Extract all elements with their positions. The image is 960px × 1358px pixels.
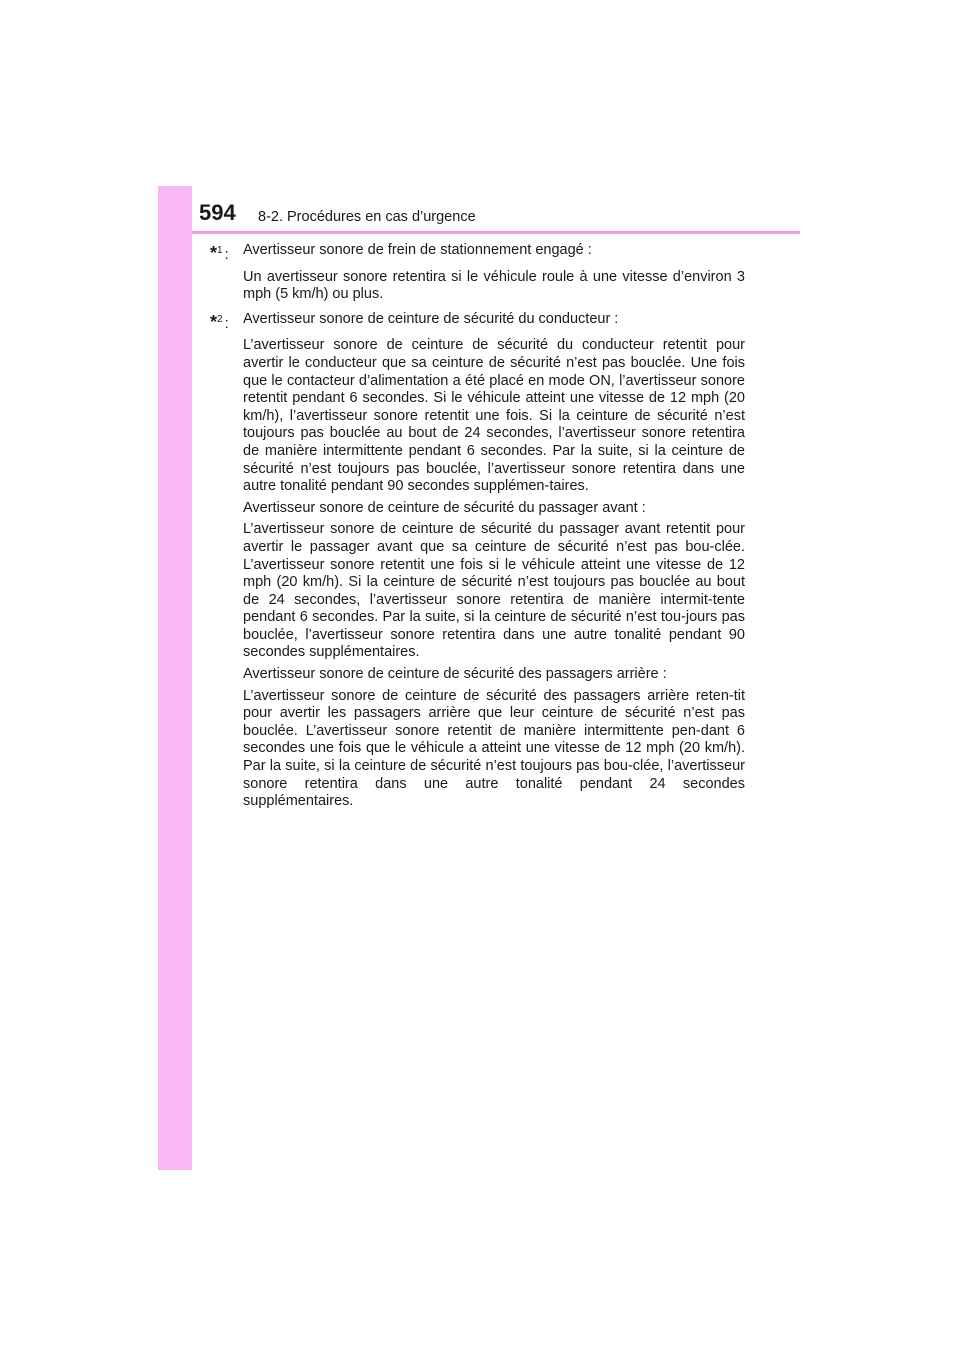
footnote-1-title: Avertisseur sonore de frein de stationnement engagé : — [243, 242, 592, 258]
chapter-sidebar-tab — [158, 186, 192, 1170]
rear-passenger-heading: Avertisseur sonore de ceinture de sécurité des passagers arrière : — [243, 666, 667, 683]
header-rule — [192, 231, 800, 234]
footnote-2-title: Avertisseur sonore de ceinture de sécurité du conducteur : — [243, 310, 619, 327]
page-number: 594 — [199, 200, 236, 225]
footnote-1-paragraph: Un avertisseur sonore retentira si le véhicule roule à une vitesse d’environ 3 mph (5 km/h) ou plus. — [243, 268, 745, 303]
front-passenger-heading: Avertisseur sonore de ceinture de sécurité du passager avant : — [243, 499, 646, 516]
rear-passenger-paragraph: L’avertisseur sonore de ceinture de sécurité des passagers arrière reten-tit pour avertir les passagers arrière que leur ceinture de sécurité n’est pas bouclée. L’avertisseur sonore retentit de manière intermittente pen-dant 6 secondes une fois que le véhicule a atteint une vitesse de 12 mph (20 km/h). Par la suite, si la ceinture de sécurité n’est toujours pas bou-clée, l’avertisseur sonore retentira dans une autre tonalité pendant 24 secondes supplémentaires. — [243, 687, 745, 810]
section-title: 8-2. Procédures en cas d’urgence — [258, 209, 476, 225]
driver-belt-paragraph: L’avertisseur sonore de ceinture de sécurité du conducteur retentit pour avertir le conducteur que sa ceinture de sécurité n’est pas bouclée. Une fois que le contacteur d’alimentation a été placé en mode ON, l’avertisseur sonore retentit pendant 6 secondes. Si le véhicule atteint une vitesse de 12 mph (20 km/h), l’avertisseur sonore retentit une fois. Si la ceinture de sécurité n’est toujours pas bouclée au bout de 24 secondes, l’avertisseur sonore retentira de manière intermittente pendant 6 secondes. Par la suite, si la ceinture de sécurité n’est toujours pas bouclée, l’avertisseur sonore retentira dans une autre tonalité pendant 90 secondes supplémen-taires. — [243, 337, 745, 495]
page-content — [210, 242, 745, 815]
front-passenger-paragraph: L’avertisseur sonore de ceinture de sécurité du passager avant retentit pour avertir le passager avant que sa ceinture de sécurité n’est pas bou-clée. L’avertisseur sonore retentit une fois si le véhicule atteint une vitesse de 12 mph (20 km/h). Si la ceinture de sécurité n’est toujours pas bouclée au bout de 24 secondes, l’avertisseur sonore retentira de manière intermit-tente pendant 6 secondes. Par la suite, si la ceinture de sécurité n’est tou-jours pas bouclée, l’avertisseur sonore retentira dans une autre tonalité pendant 90 secondes supplémentaires. — [243, 521, 745, 661]
footnote-2-heading — [210, 311, 745, 334]
footnote-2-marker: *$^2$ : — [210, 311, 229, 332]
footnote-1-heading — [210, 242, 745, 265]
footnote-1-marker: *$^1$ : — [210, 243, 229, 263]
